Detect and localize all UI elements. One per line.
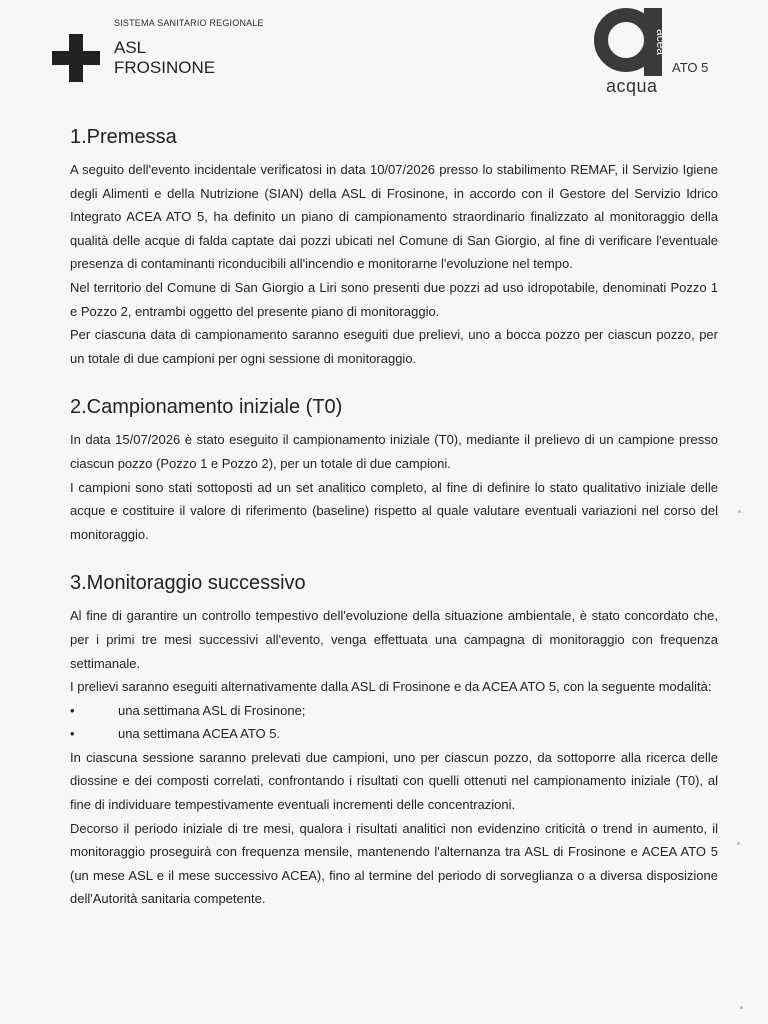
acea-logo xyxy=(592,2,722,102)
paragraph: In data 15/07/2026 è stato eseguito il campionamento iniziale (T0), mediante il prelievo di un campione presso ciascun pozzo (Pozzo 1 e Pozzo 2), per un totale di due campioni. xyxy=(70,432,718,471)
list-item-text: una settimana ASL di Frosinone; xyxy=(118,702,306,718)
bullet-list xyxy=(70,699,718,746)
scan-speck xyxy=(738,510,741,513)
section-title: 3.Monitoraggio successivo xyxy=(70,572,306,595)
logo-word: acqua xyxy=(606,76,658,96)
list-item xyxy=(70,722,718,746)
bullet-icon: • xyxy=(70,726,75,742)
org-name-line2: FROSINONE xyxy=(114,58,216,77)
section-title: 2.Campionamento iniziale (T0) xyxy=(70,396,343,419)
section-title: 1.Premessa xyxy=(70,126,177,148)
scan-speck xyxy=(740,1006,743,1009)
paragraph: In ciascuna sessione saranno prelevati due campioni, uno per ciascun pozzo, da sottoporre alla ricerca delle diossine e dei composti correlati, confrontando i risultati con quelli ottenuti nel campionamento iniziale (T0), al fine di individuare tempestivamente eventuali incrementi delle concentrazioni. xyxy=(70,749,718,813)
bullet-icon: • xyxy=(70,702,75,718)
paragraph: I campioni sono stati sottoposti ad un set analitico completo, al fine di definire lo stato qualitativo iniziale delle acque e costituire il valore di riferimento (baseline) rispetto al quale valutare eventuali variazioni nel corso del monitoraggio. xyxy=(70,479,718,542)
section-monitoraggio-successivo xyxy=(70,568,718,911)
section-campionamento-iniziale xyxy=(70,392,718,546)
org-name-line1: ASL xyxy=(114,38,147,57)
list-item xyxy=(70,699,718,723)
list-item-text: una settimana ACEA ATO 5. xyxy=(118,726,281,742)
paragraph: Nel territorio del Comune di San Giorgio a Liri sono presenti due pozzi ad uso idropotabile, denominati Pozzo 1 e Pozzo 2, entrambi oggetto del presente piano di monitoraggio. xyxy=(70,279,718,319)
acea-ring-icon xyxy=(592,2,672,80)
logo-vertical-text: acea xyxy=(654,28,668,56)
document-body xyxy=(70,122,718,911)
paragraph: Al fine di garantire un controllo tempestivo dell'evoluzione della situazione ambientale, è stato concordato che, per i primi tre mesi successivi all'evento, venga effettuata una campagna di monitoraggio con frequenza settimanale. xyxy=(70,608,718,671)
paragraph: Decorso il periodo iniziale di tre mesi, qualora i risultati analitici non evidenzino criticità o trend in aumento, il monitoraggio proseguirà con frequenza mensile, mantenendo l'alternanza tra ASL di Frosinone e ACEA ATO 5 (un mese ASL e il mese successivo ACEA), fino al termine del periodo di sorveglianza o a diversa disposizione dell'Autorità sanitaria competente. xyxy=(70,820,718,907)
paragraph: I prelievi saranno eseguiti alternativamente dalla ASL di Frosinone e da ACEA ATO 5, con la seguente modalità: xyxy=(70,679,712,695)
asl-header xyxy=(52,16,312,86)
asl-cross-logo-icon xyxy=(52,34,100,82)
section-premessa xyxy=(70,122,718,370)
system-label: SISTEMA SANITARIO REGIONALE xyxy=(114,18,264,28)
logo-ato-label: ATO 5 xyxy=(672,60,709,75)
paragraph: A seguito dell'evento incidentale verificatosi in data 10/07/2026 presso lo stabilimento REMAF, il Servizio Igiene degli Alimenti e della Nutrizione (SIAN) della ASL di Frosinone, in accordo con il Gestore del Servizio Idrico Integrato ACEA ATO 5, ha definito un piano di campionamento straordinario finalizzato al monitoraggio della qualità delle acque di falda captate dai pozzi ubicati nel Comune di San Giorgio, al fine di verificare l'eventuale presenza di contaminanti riconducibili all'incendio e monitorarne l'evoluzione nel tempo. xyxy=(70,162,718,272)
paragraph: Per ciascuna data di campionamento saranno eseguiti due prelievi, uno a bocca pozzo per ciascun pozzo, per un totale di due campioni per ogni sessione di monitoraggio. xyxy=(70,327,718,366)
scan-speck xyxy=(737,842,740,845)
